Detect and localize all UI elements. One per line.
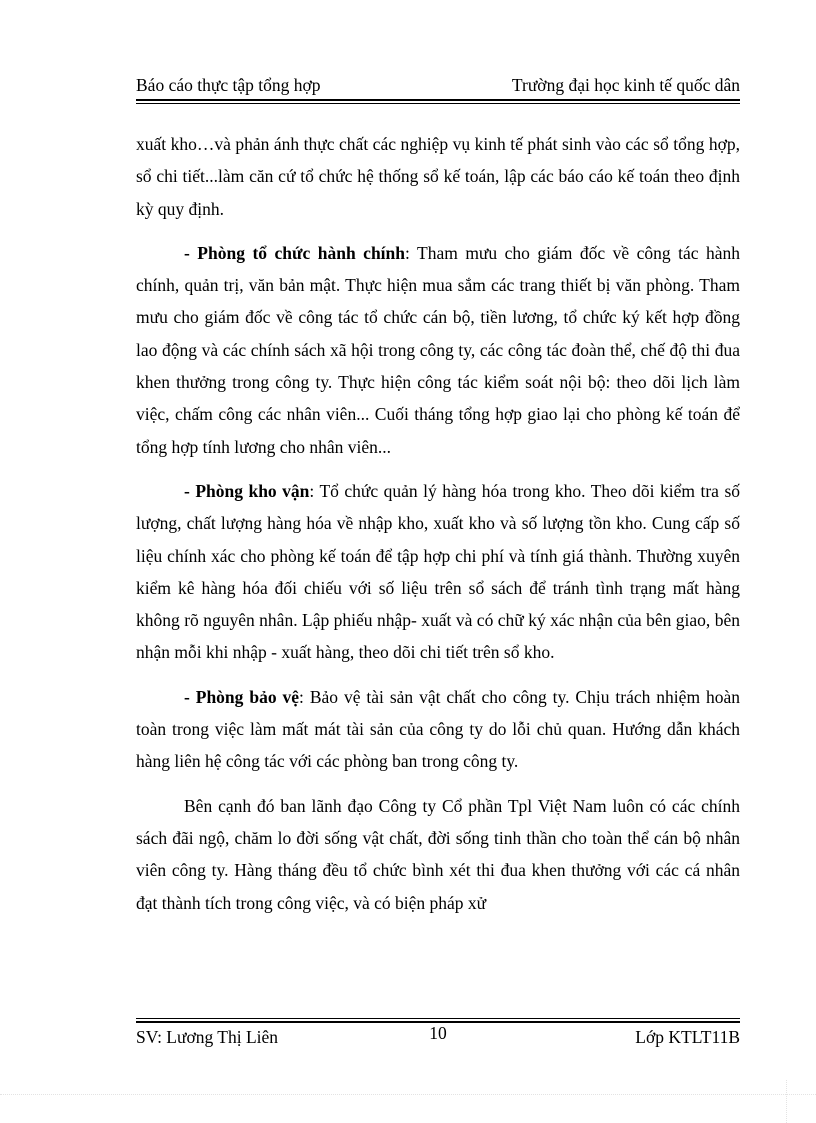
paragraph-heading: - Phòng tổ chức hành chính xyxy=(184,242,405,263)
paragraph-security-department xyxy=(136,681,740,778)
page-body xyxy=(136,128,740,931)
paragraph-admin-department xyxy=(136,237,740,463)
footer-rule-secondary xyxy=(136,1018,740,1019)
paragraph-heading: - Phòng bảo vệ xyxy=(184,686,300,707)
paragraph-text: Bên cạnh đó ban lãnh đạo Công ty Cổ phần Tpl Việt Nam luôn có các chính sách đãi ngộ, chăm lo đời sống vật chất, đời sống tinh thần cho toàn thể cán bộ nhân viên công ty. Hàng tháng đều tổ chức bình xét thi đua khen thưởng với các cá nhân đạt thành tích trong công việc, và có biện pháp xử xyxy=(136,795,740,913)
header-rule xyxy=(136,99,740,101)
page-footer xyxy=(136,1024,740,1050)
paragraph-warehouse-department xyxy=(136,475,740,669)
paragraph-text: : Bảo vệ tài sản vật chất cho công ty. Chịu trách nhiệm hoàn toàn trong việc làm mất mát tài sản của công ty do lỗi chủ quan. Hướng dẫn khách hàng liên hệ công tác với các phòng ban trong công ty. xyxy=(136,686,741,772)
paragraph-text: xuất kho…và phản ánh thực chất các nghiệp vụ kinh tế phát sinh vào các sổ tổng hợp, sổ chi tiết...làm căn cứ tổ chức hệ thống sổ kế toán, lập các báo cáo kế toán theo định kỳ quy định. xyxy=(136,134,740,219)
page-boundary-line xyxy=(0,1094,816,1095)
header-report-title: Báo cáo thực tập tổng hợp xyxy=(136,75,321,95)
footer-class-code: Lớp KTLT11B xyxy=(635,1027,740,1047)
page-boundary-corner xyxy=(786,1080,787,1123)
paragraph-heading: - Phòng kho vận xyxy=(184,480,310,501)
page-header xyxy=(136,72,740,98)
paragraph-text: : Tổ chức quản lý hàng hóa trong kho. Theo dõi kiểm tra số lượng, chất lượng hàng hóa về nhập kho, xuất kho và số lượng tồn kho. Cung cấp số liệu chính xác cho phòng kế toán để tập hợp chi phí và tính giá thành. Thường xuyên kiểm kê hàng hóa đối chiếu với số liệu trên sổ sách để tránh tình trạng mất hàng không rõ nguyên nhân. Lập phiếu nhập- xuất và có chữ ký xác nhận của bên giao, bên nhận mỗi khi nhập - xuất hàng, theo dõi chi tiết trên sổ kho. xyxy=(136,480,740,663)
paragraph-continuation xyxy=(136,128,740,225)
paragraph-company-policy xyxy=(136,790,740,919)
footer-student-name: SV: Lương Thị Liên xyxy=(136,1027,279,1047)
header-university-name: Trường đại học kinh tế quốc dân xyxy=(511,75,740,95)
header-rule-secondary xyxy=(136,103,740,104)
page-number: 10 xyxy=(429,1023,447,1043)
paragraph-text: : Tham mưu cho giám đốc về công tác hành chính, quản trị, văn bản mật. Thực hiện mua sắm các trang thiết bị văn phòng. Tham mưu cho giám đốc về công tác tổ chức cán bộ, tiền lương, tổ chức ký kết hợp đồng lao động và các chính sách xã hội trong công ty, các công tác đoàn thể, chế độ thi đua khen thưởng trong công ty. Thực hiện công tác kiểm soát nội bộ: theo dõi lịch làm việc, chấm công các nhân viên... Cuối tháng tổng hợp giao lại cho phòng kế toán để tổng hợp tính lương cho nhân viên... xyxy=(136,242,740,457)
